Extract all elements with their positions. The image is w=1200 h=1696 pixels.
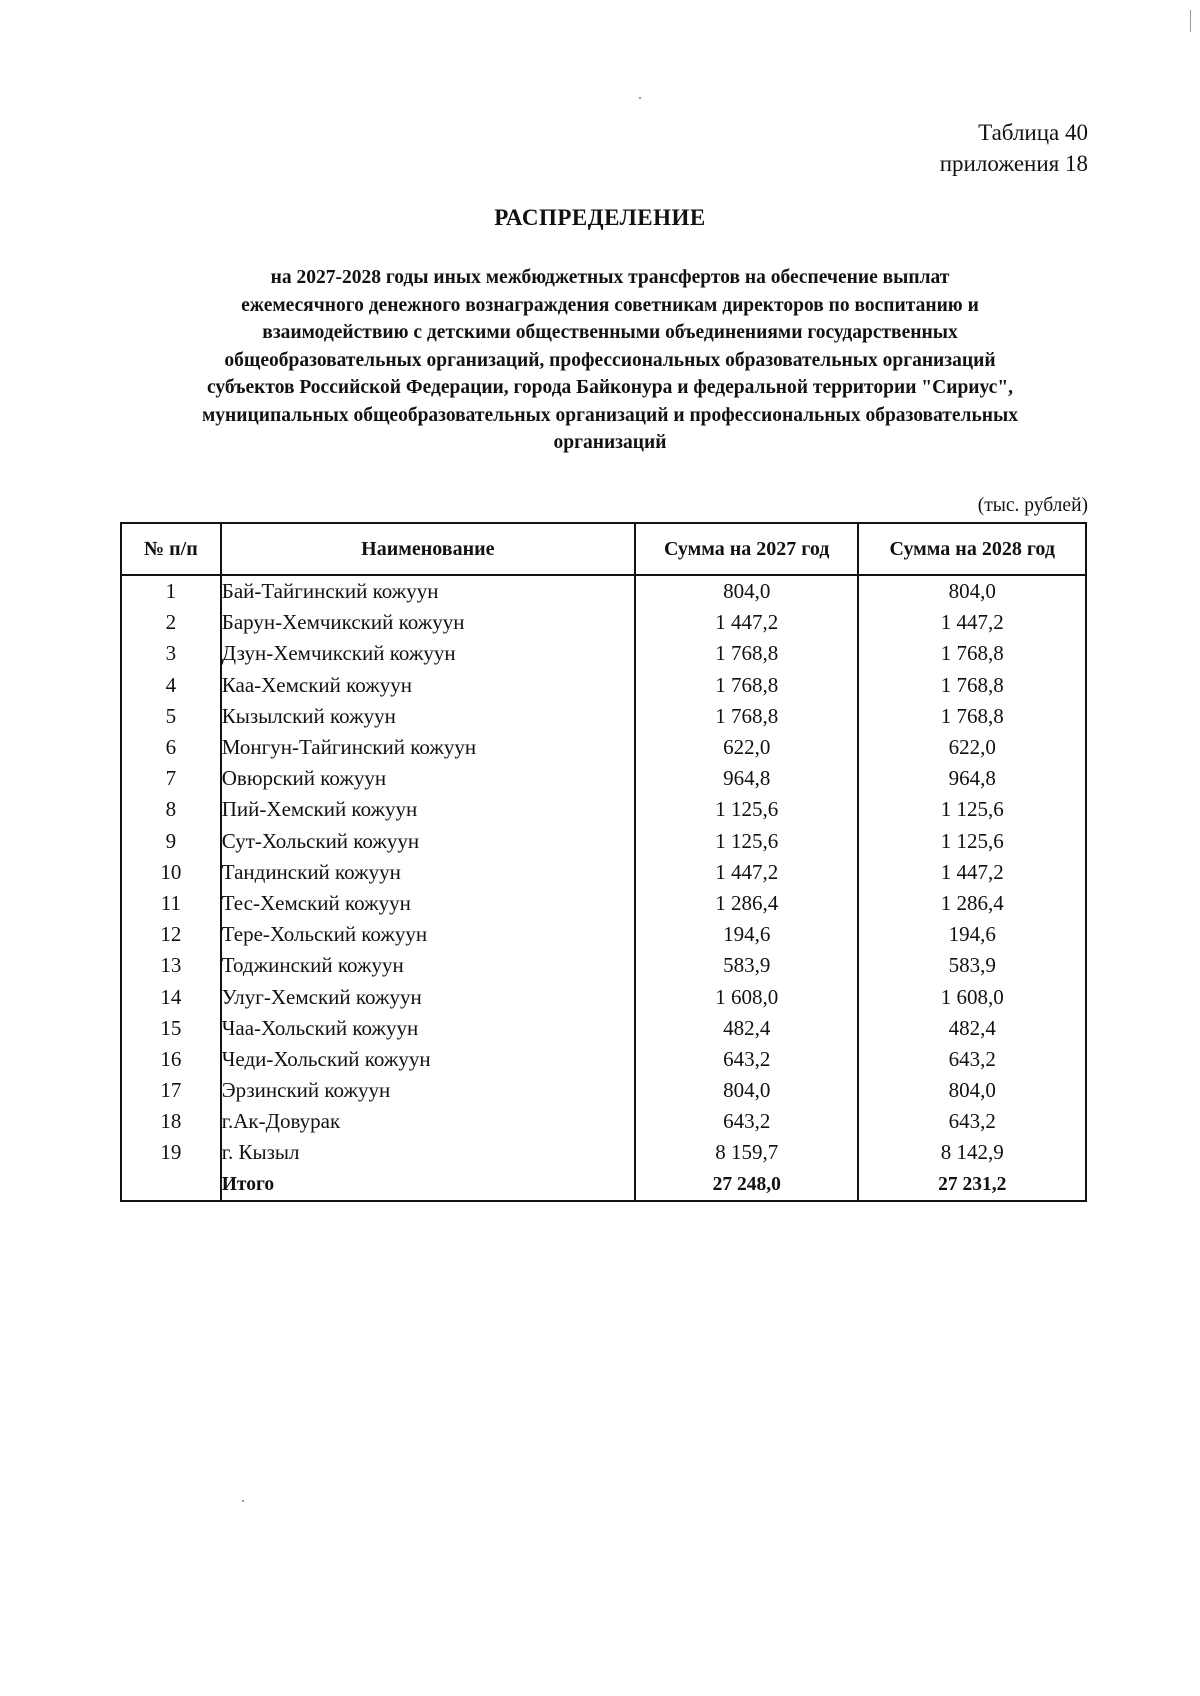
row-number: 6 xyxy=(121,732,221,763)
row-name: Пий-Хемский кожуун xyxy=(221,794,635,825)
row-number: 9 xyxy=(121,826,221,857)
row-number: 19 xyxy=(121,1137,221,1168)
row-sum-2027: 583,9 xyxy=(635,950,859,981)
row-sum-2028: 1 125,6 xyxy=(858,826,1086,857)
row-sum-2027: 482,4 xyxy=(635,1013,859,1044)
row-number: 18 xyxy=(121,1106,221,1137)
row-name: Сут-Хольский кожуун xyxy=(221,826,635,857)
total-row xyxy=(121,1169,1086,1201)
table-row xyxy=(121,857,1086,888)
units-label: (тыс. рублей) xyxy=(977,495,1088,516)
row-sum-2028: 804,0 xyxy=(858,1075,1086,1106)
row-sum-2027: 194,6 xyxy=(635,919,859,950)
row-number: 8 xyxy=(121,794,221,825)
total-number xyxy=(121,1169,221,1201)
row-sum-2028: 622,0 xyxy=(858,732,1086,763)
row-sum-2027: 643,2 xyxy=(635,1106,859,1137)
subtitle-line: взаимодействию с детскими общественными объединениями государственных xyxy=(262,322,958,343)
row-sum-2028: 804,0 xyxy=(858,575,1086,607)
row-name: Чаа-Хольский кожуун xyxy=(221,1013,635,1044)
row-name: Тес-Хемский кожуун xyxy=(221,888,635,919)
row-number: 10 xyxy=(121,857,221,888)
table-row xyxy=(121,826,1086,857)
row-number: 15 xyxy=(121,1013,221,1044)
row-sum-2027: 1 447,2 xyxy=(635,607,859,638)
row-sum-2027: 1 608,0 xyxy=(635,981,859,1012)
total-label: Итого xyxy=(221,1169,635,1201)
subtitle-line: муниципальных общеобразовательных организаций и профессиональных образовательных xyxy=(201,404,1019,426)
row-sum-2028: 1 768,8 xyxy=(858,638,1086,669)
row-sum-2028: 1 125,6 xyxy=(858,794,1086,825)
scan-edge-mark xyxy=(1190,10,1191,32)
appendix-number: приложения 18 xyxy=(939,151,1088,176)
row-name: Бай-Тайгинский кожуун xyxy=(221,575,635,607)
row-sum-2028: 8 142,9 xyxy=(858,1137,1086,1168)
row-name: Дзун-Хемчикский кожуун xyxy=(221,638,635,669)
row-name: Кызылский кожуун xyxy=(221,701,635,732)
row-sum-2027: 964,8 xyxy=(635,763,859,794)
distribution-table xyxy=(120,522,1087,1202)
scan-speck xyxy=(639,97,641,99)
table-row xyxy=(121,950,1086,981)
row-sum-2027: 1 125,6 xyxy=(635,794,859,825)
table-row xyxy=(121,575,1086,607)
row-sum-2028: 643,2 xyxy=(858,1106,1086,1137)
table-row xyxy=(121,1106,1086,1137)
row-number: 16 xyxy=(121,1044,221,1075)
row-sum-2028: 1 286,4 xyxy=(858,888,1086,919)
row-sum-2028: 964,8 xyxy=(858,763,1086,794)
row-name: Эрзинский кожуун xyxy=(221,1075,635,1106)
row-sum-2027: 1 286,4 xyxy=(635,888,859,919)
header-num: № п/п xyxy=(121,523,221,575)
table-row xyxy=(121,670,1086,701)
header-sum-2027: Сумма на 2027 год xyxy=(635,523,859,575)
row-sum-2028: 643,2 xyxy=(858,1044,1086,1075)
row-sum-2028: 482,4 xyxy=(858,1013,1086,1044)
row-sum-2027: 8 159,7 xyxy=(635,1137,859,1168)
row-name: Барун-Хемчикский кожуун xyxy=(221,607,635,638)
row-number: 17 xyxy=(121,1075,221,1106)
row-number: 11 xyxy=(121,888,221,919)
row-sum-2028: 1 447,2 xyxy=(858,607,1086,638)
total-sum-2028: 27 231,2 xyxy=(858,1169,1086,1201)
header-sum-2028: Сумма на 2028 год xyxy=(858,523,1086,575)
row-sum-2028: 1 768,8 xyxy=(858,670,1086,701)
total-sum-2027: 27 248,0 xyxy=(635,1169,859,1201)
table-row xyxy=(121,981,1086,1012)
row-sum-2027: 622,0 xyxy=(635,732,859,763)
row-sum-2028: 1 447,2 xyxy=(858,857,1086,888)
row-sum-2027: 804,0 xyxy=(635,575,859,607)
row-name: Тере-Хольский кожуун xyxy=(221,919,635,950)
row-number: 13 xyxy=(121,950,221,981)
row-number: 1 xyxy=(121,575,221,607)
table-row xyxy=(121,1075,1086,1106)
subtitle-line: ежемесячного денежного вознаграждения советникам директоров по воспитанию и xyxy=(241,294,979,316)
table-row xyxy=(121,763,1086,794)
row-name: Тандинский кожуун xyxy=(221,857,635,888)
row-number: 2 xyxy=(121,607,221,638)
row-sum-2028: 1 608,0 xyxy=(858,981,1086,1012)
row-sum-2028: 1 768,8 xyxy=(858,701,1086,732)
table-row xyxy=(121,1044,1086,1075)
row-sum-2027: 1 768,8 xyxy=(635,638,859,669)
row-number: 12 xyxy=(121,919,221,950)
subtitle-line: на 2027-2028 годы иных межбюджетных трансфертов на обеспечение выплат xyxy=(270,267,950,288)
table-number: Таблица 40 xyxy=(978,120,1088,145)
table-row xyxy=(121,638,1086,669)
table-row xyxy=(121,794,1086,825)
scan-speck xyxy=(242,1500,244,1502)
row-sum-2027: 1 125,6 xyxy=(635,826,859,857)
row-name: Каа-Хемский кожуун xyxy=(221,670,635,701)
header-name: Наименование xyxy=(221,523,635,575)
subtitle-line: организаций xyxy=(553,432,667,453)
row-number: 4 xyxy=(121,670,221,701)
row-number: 3 xyxy=(121,638,221,669)
row-sum-2027: 1 447,2 xyxy=(635,857,859,888)
subtitle-line: субъектов Российской Федерации, города Байконура и федеральной территории "Сириус", xyxy=(206,377,1014,398)
row-name: г.Ак-Довурак xyxy=(221,1106,635,1137)
table-header-row xyxy=(121,523,1086,575)
document-subtitle xyxy=(120,264,1100,457)
row-sum-2027: 1 768,8 xyxy=(635,701,859,732)
table-row xyxy=(121,1013,1086,1044)
table-row xyxy=(121,919,1086,950)
row-sum-2028: 583,9 xyxy=(858,950,1086,981)
row-number: 5 xyxy=(121,701,221,732)
table-body xyxy=(121,575,1086,1201)
table-reference xyxy=(940,117,1088,179)
row-number: 14 xyxy=(121,981,221,1012)
row-name: Овюрский кожуун xyxy=(221,763,635,794)
row-sum-2028: 194,6 xyxy=(858,919,1086,950)
row-name: Чеди-Хольский кожуун xyxy=(221,1044,635,1075)
table-row xyxy=(121,701,1086,732)
row-name: Тоджинский кожуун xyxy=(221,950,635,981)
row-sum-2027: 1 768,8 xyxy=(635,670,859,701)
document-title: РАСПРЕДЕЛЕНИЕ xyxy=(494,205,706,230)
table-row xyxy=(121,1137,1086,1168)
row-sum-2027: 804,0 xyxy=(635,1075,859,1106)
table-row xyxy=(121,888,1086,919)
table-row xyxy=(121,607,1086,638)
row-number: 7 xyxy=(121,763,221,794)
row-name: г. Кызыл xyxy=(221,1137,635,1168)
row-name: Улуг-Хемский кожуун xyxy=(221,981,635,1012)
row-sum-2027: 643,2 xyxy=(635,1044,859,1075)
table-row xyxy=(121,732,1086,763)
row-name: Монгун-Тайгинский кожуун xyxy=(221,732,635,763)
subtitle-line: общеобразовательных организаций, профессиональных образовательных организаций xyxy=(224,349,996,371)
